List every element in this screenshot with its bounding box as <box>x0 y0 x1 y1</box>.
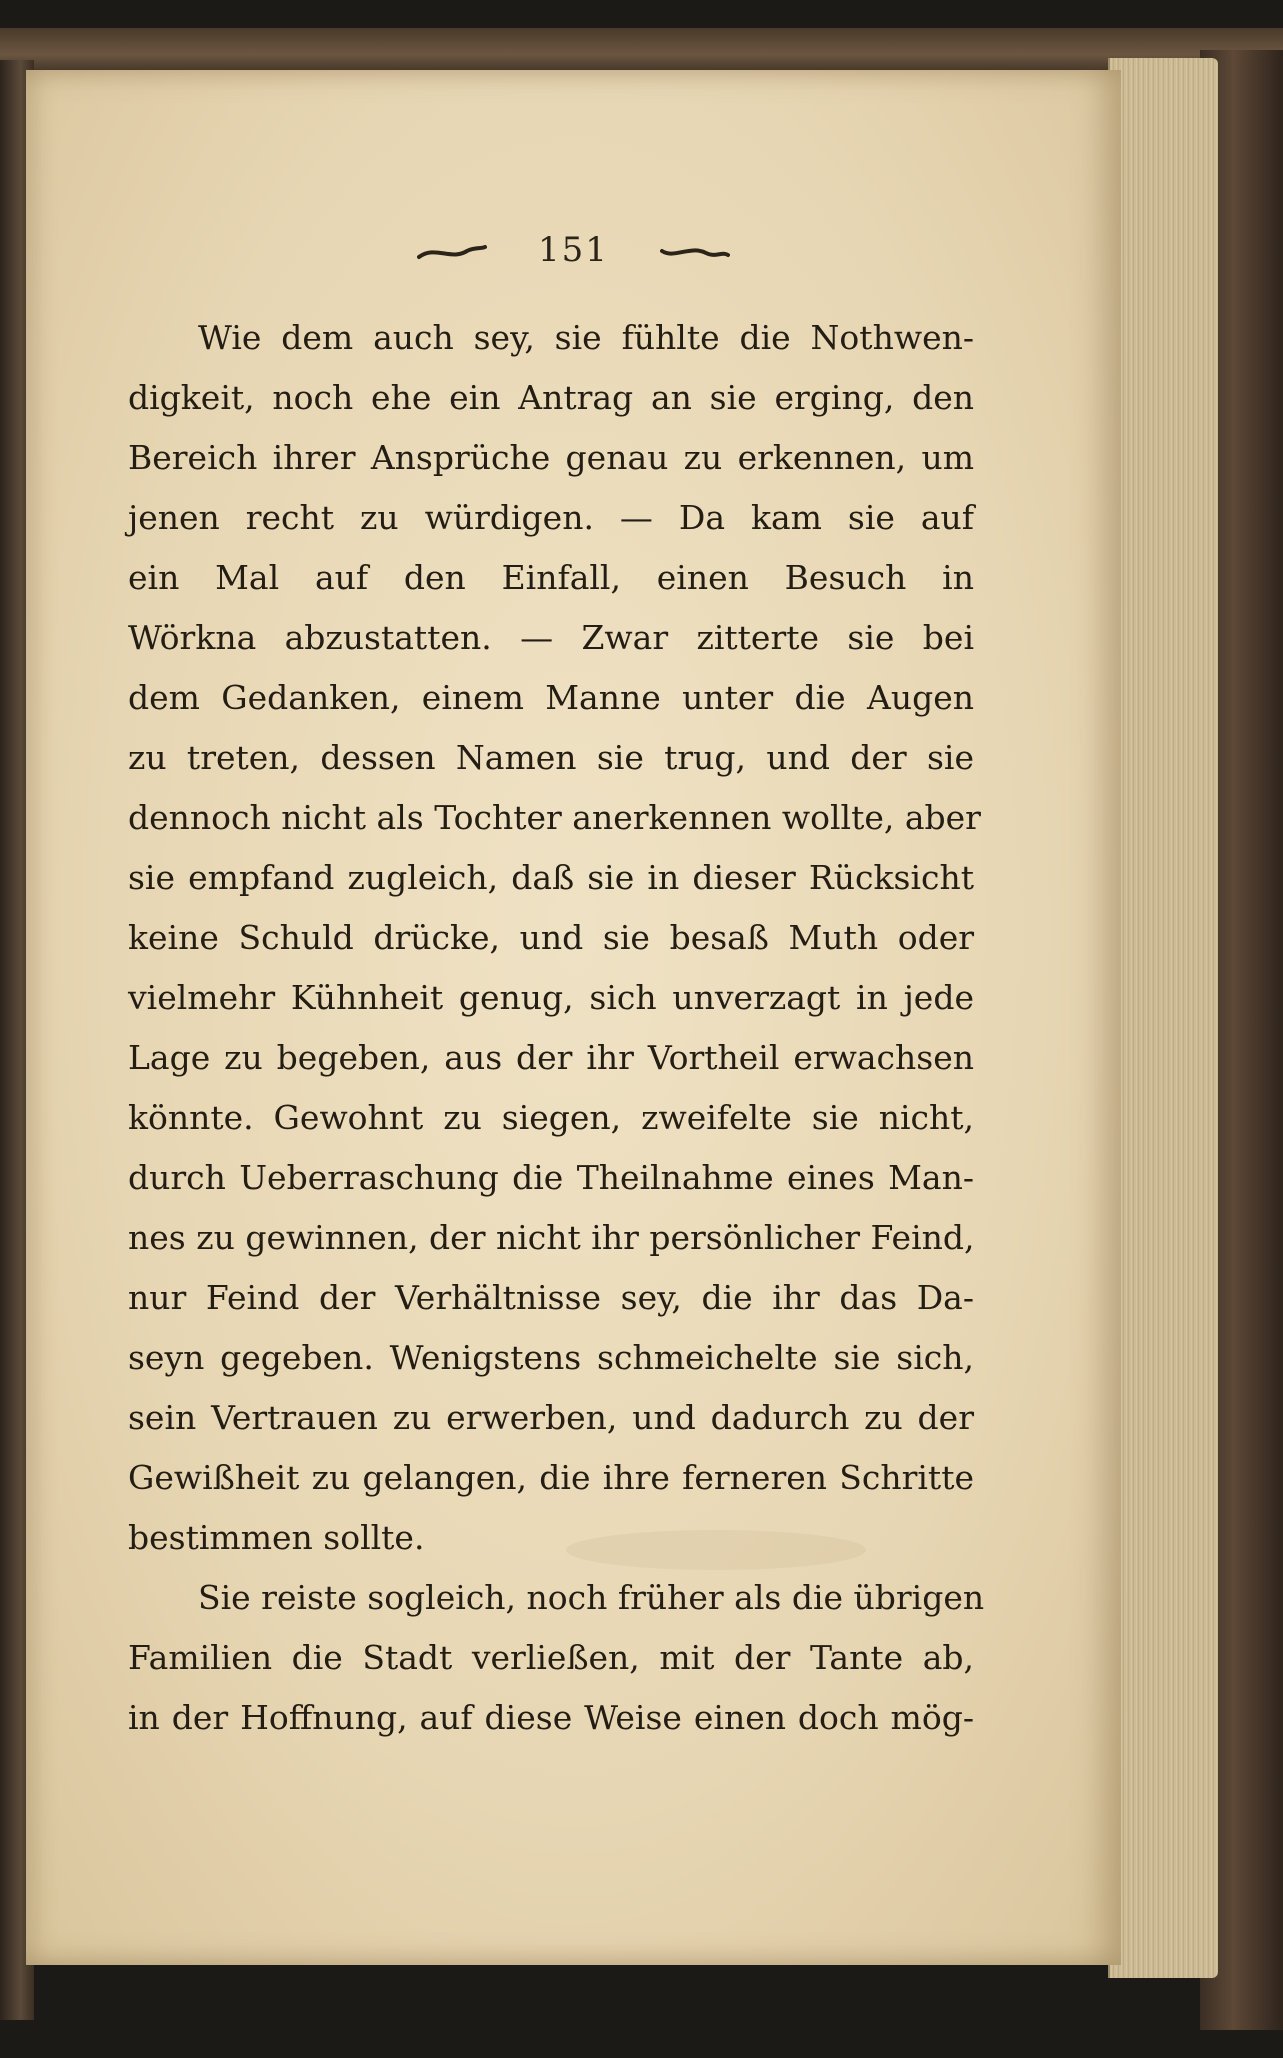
text-line: sein Vertrauen zu erwerben, und dadurch zu der <box>128 1398 974 1437</box>
text-line: digkeit, noch ehe ein Antrag an sie erging, den <box>128 378 974 417</box>
text-line: könnte. Gewohnt zu siegen, zweifelte sie nicht, <box>128 1098 974 1137</box>
paragraph-2 <box>128 1568 985 1748</box>
text-line: Sie reiste sogleich, noch früher als die übrigen <box>198 1578 985 1617</box>
left-ornament-icon <box>417 232 487 272</box>
book-page <box>26 70 1121 1965</box>
text-line: dennoch nicht als Tochter anerkennen wollte, aber <box>128 798 981 837</box>
text-line: Lage zu begeben, aus der ihr Vortheil erwachsen <box>128 1038 974 1077</box>
text-line: durch Ueberraschung die Theilnahme eines Man- <box>128 1158 974 1197</box>
text-line: keine Schuld drücke, und sie besaß Muth oder <box>128 918 974 957</box>
text-line: jenen recht zu würdigen. — Da kam sie auf <box>128 498 974 537</box>
text-line: Gewißheit zu gelangen, die ihre ferneren Schritte <box>128 1458 974 1497</box>
text-line: Wörkna abzustatten. — Zwar zitterte sie bei <box>128 618 974 657</box>
page-number: 151 <box>538 230 609 270</box>
text-line: ein Mal auf den Einfall, einen Besuch in <box>128 558 974 597</box>
text-line: sie empfand zugleich, daß sie in dieser Rücksicht <box>128 858 974 897</box>
right-ornament-icon <box>660 232 730 272</box>
text-line: nes zu gewinnen, der nicht ihr persönlicher Feind, <box>128 1218 975 1257</box>
text-line: dem Gedanken, einem Manne unter die Augen <box>128 678 974 717</box>
text-line: bestimmen sollte. <box>128 1518 425 1557</box>
paragraph-1 <box>128 308 981 1568</box>
text-line: Bereich ihrer Ansprüche genau zu erkennen, um <box>128 438 974 477</box>
text-line: nur Feind der Verhältnisse sey, die ihr das Da- <box>128 1278 974 1317</box>
book-cover-top <box>0 28 1283 76</box>
body-text <box>128 308 985 1748</box>
text-line: vielmehr Kühnheit genug, sich unverzagt in jede <box>128 978 974 1017</box>
page-header <box>26 230 1121 272</box>
text-line: Wie dem auch sey, sie fühlte die Nothwen- <box>198 318 974 357</box>
text-line: in der Hoffnung, auf diese Weise einen doch mög- <box>128 1698 974 1737</box>
text-line: Familien die Stadt verließen, mit der Tante ab, <box>128 1638 974 1677</box>
text-line: seyn gegeben. Wenigstens schmeichelte sie sich, <box>128 1338 974 1377</box>
page-edges <box>1108 58 1218 1978</box>
text-line: zu treten, dessen Namen sie trug, und der sie <box>128 738 974 777</box>
